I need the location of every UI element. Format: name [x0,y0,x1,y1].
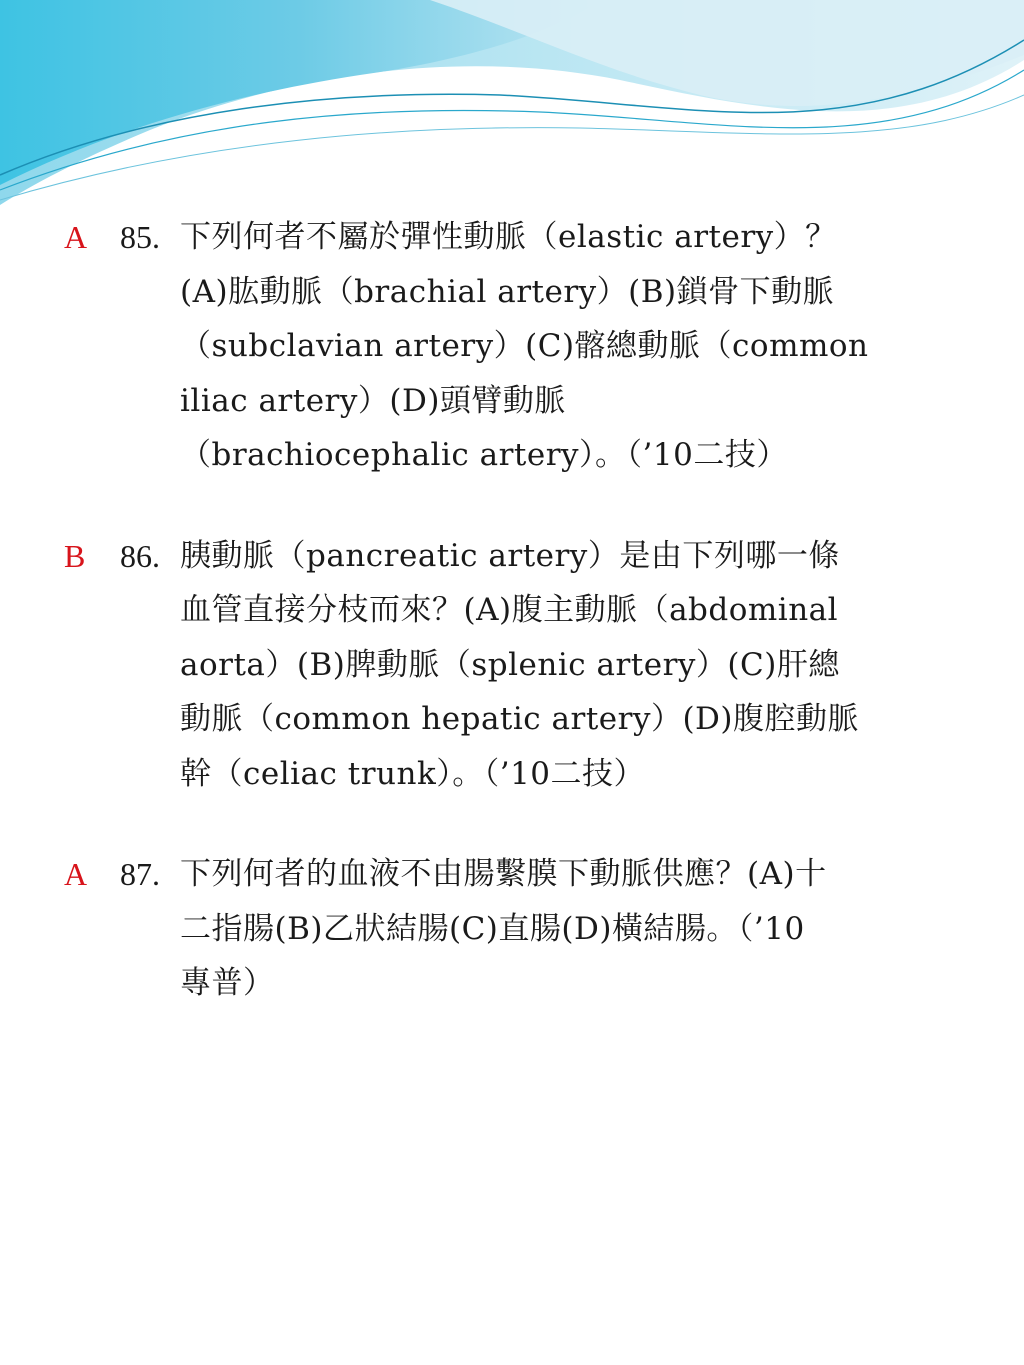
question-text [180,210,970,483]
question-number: 87. [120,856,160,892]
wave-banner-decoration [0,0,1024,220]
question-list [0,210,1024,1057]
question-line: 幹（celiac trunk）。（’10二技） [180,755,646,792]
question-86 [0,529,1024,802]
question-line: 下列何者不屬於彈性動脈（elastic artery）？ [180,219,837,255]
question-number: 86. [120,537,160,574]
question-87 [0,847,1024,1011]
answer-key: A [64,856,88,892]
question-line: 專普） [180,965,275,1001]
question-line: iliac artery）(D)頭臂動脈 [180,382,566,419]
question-line: (A)肱動脈（brachial artery）(B)鎖骨下動脈 [180,273,835,310]
question-line: aorta）(B)脾動脈（splenic artery）(C)肝總 [180,646,840,683]
question-85 [0,210,1024,483]
question-line: 二指腸(B)乙狀結腸(C)直腸(D)橫結腸。（’10 [180,910,805,947]
question-text [180,529,970,802]
question-line: （brachiocephalic artery）。（’10二技） [180,437,788,473]
question-line: 血管直接分枝而來？(A)腹主動脈（abdominal [180,592,839,628]
answer-key: B [64,537,86,574]
question-line: （subclavian artery）(C)髂總動脈（common [180,328,869,364]
question-text [180,847,970,1011]
answer-key: A [64,219,88,255]
question-number: 85. [120,219,160,255]
question-line: 下列何者的血液不由腸繫膜下動脈供應？(A)十 [180,856,827,892]
question-line: 胰動脈（pancreatic artery）是由下列哪一條 [180,537,840,574]
question-line: 動脈（common hepatic artery）(D)腹腔動脈 [180,701,860,737]
